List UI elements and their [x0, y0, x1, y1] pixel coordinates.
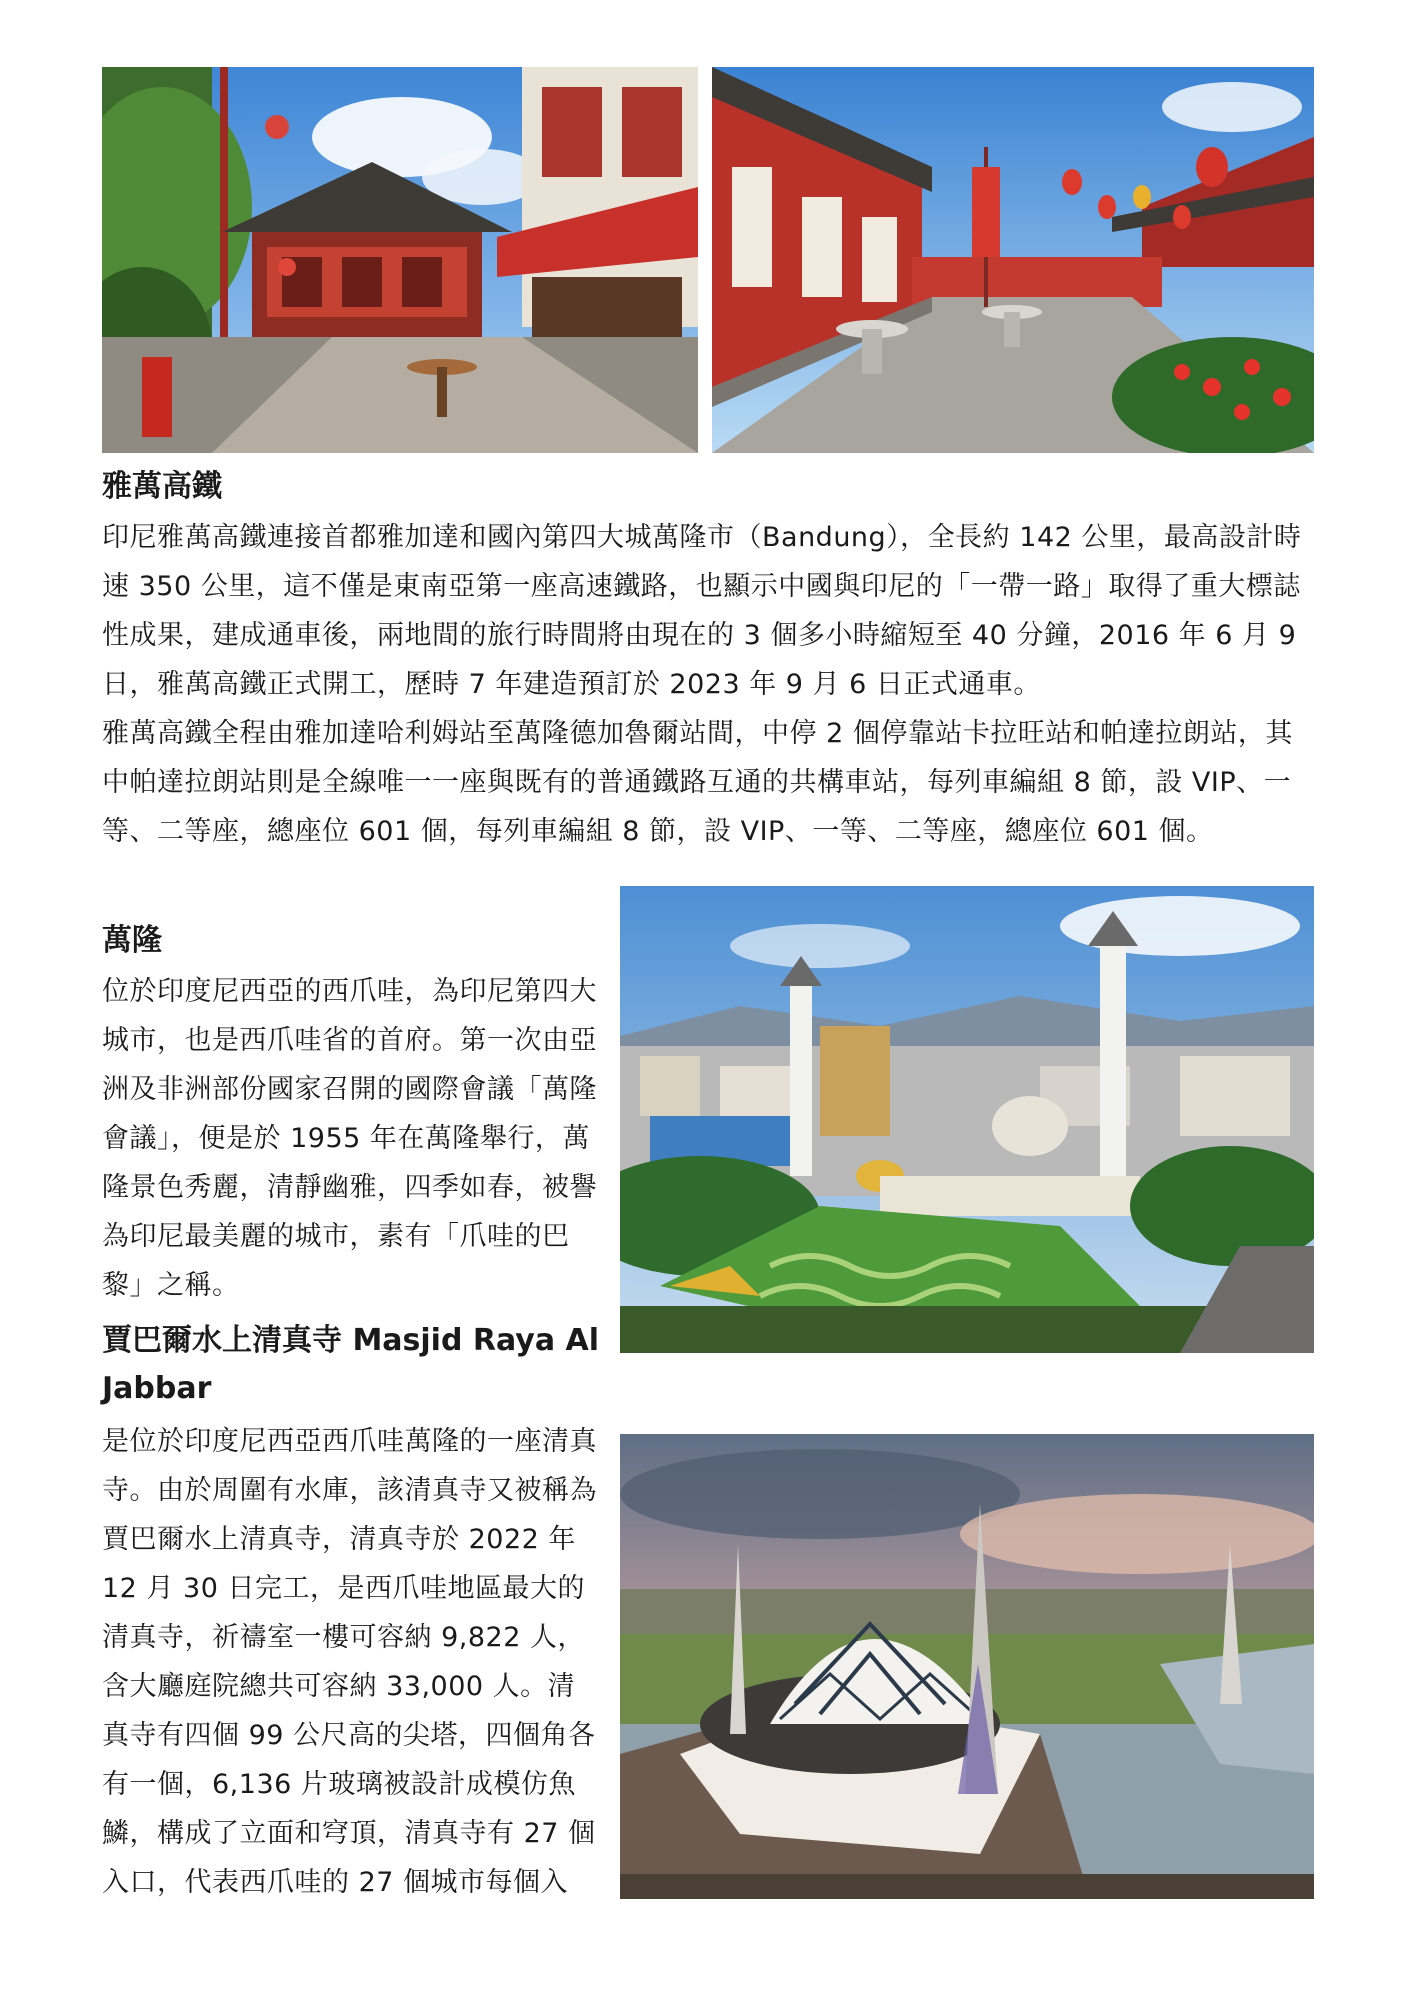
hsr-heading: 雅萬高鐵 [102, 469, 222, 504]
photo-bandung-mosque-aerial [620, 886, 1314, 1353]
hsr-paragraph-2: 雅萬高鐵全程由雅加達哈利姆站至萬隆德加魯爾站間，中停 2 個停靠站卡拉旺站和帕達拉朗站，其中帕達拉朗站則是全線唯一一座與既有的普通鐵路互通的共構車站，每列車編組 8 節，設 VIP、一等、二等座，總座位 601 個，每列車編組 8 節，設 VIP、一等、二等座，總座位 601 個。 [102, 718, 1293, 847]
photo-al-jabbar-mosque [620, 1434, 1314, 1899]
mosque-heading: 賈巴爾水上清真寺 Masjid Raya Al Jabbar [102, 1323, 600, 1406]
bandung-heading: 萬隆 [102, 923, 162, 958]
mosque-paragraph: 是位於印度尼西亞西爪哇萬隆的一座清真寺。由於周圍有水庫，該清真寺又被稱為賈巴爾水上清真寺，清真寺於 2022 年 12 月 30 日完工，是西爪哇地區最大的清真寺，祈禱室一樓可容納 9,822 人，含大廳庭院總共可容納 33,000 人。清真寺有四個 99 公尺高的尖塔，四個角各有一個，6,136 片玻璃被設計成模仿魚鱗，構成了立面和穹頂，清真寺有 27 個入口，代表西爪哇的 27 個城市每個入 [102, 1426, 597, 1898]
photo-food-street-lanterns [712, 67, 1314, 453]
hsr-paragraph-1: 印尼雅萬高鐵連接首都雅加達和國內第四大城萬隆市（Bandung），全長約 142 公里，最高設計時速 350 公里，這不僅是東南亞第一座高速鐵路，也顯示中國與印尼的「一帶一路」取得了重大標誌性成果，建成通車後，兩地間的旅行時間將由現在的 3 個多小時縮短至 40 分鐘，2016 年 6 月 9 日，雅萬高鐵正式開工，歷時 7 年建造預訂於 2023 年 9 月 6 日正式通車。 [102, 522, 1302, 700]
photo-chinatown-pavilion [102, 67, 698, 453]
bandung-paragraph: 位於印度尼西亞的西爪哇，為印尼第四大城市，也是西爪哇省的首府。第一次由亞洲及非洲部份國家召開的國際會議「萬隆會議」，便是於 1955 年在萬隆舉行，萬隆景色秀麗，清靜幽雅，四季如春，被譽為印尼最美麗的城市，素有「爪哇的巴黎」之稱。 [102, 976, 597, 1301]
